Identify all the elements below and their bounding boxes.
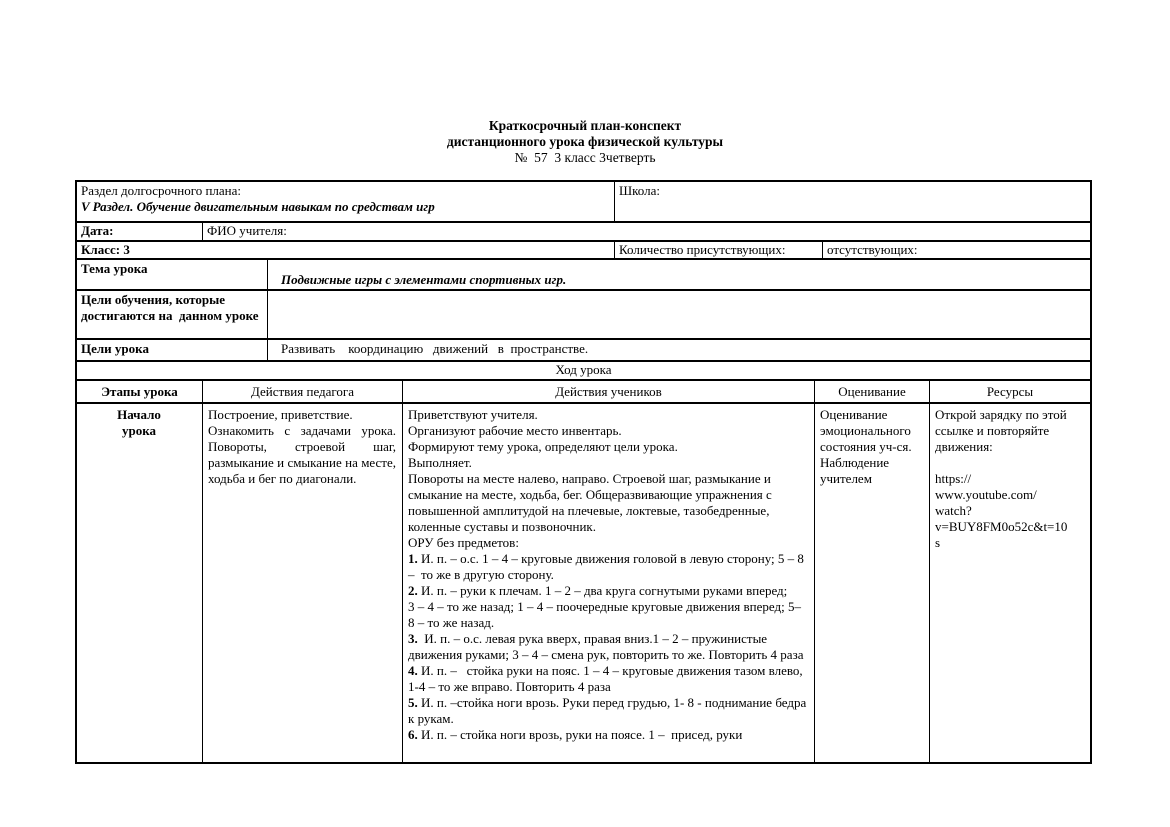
stage-line-2: урока	[121, 423, 157, 438]
assessment-text: Оценивание эмоционального состояния уч-ся. Наблюдение учителем	[820, 407, 912, 486]
row-lesson-content	[75, 404, 1092, 764]
student-action-line: 4. И. п. – стойка руки на пояс. 1 – 4 – круговые движения тазом влево, 1-4 – то же вправо. Повторить 4 раза	[408, 663, 806, 694]
document-title	[0, 118, 1170, 166]
resource-url-line: watch?	[935, 503, 972, 518]
title-line-1: Краткосрочный план-конспект	[488, 118, 682, 133]
teacher-actions-p1: Построение, приветствие.	[208, 407, 353, 422]
resource-url-line: s	[935, 535, 941, 550]
col-header-student-actions: Действия учеников	[403, 381, 815, 404]
class-cell: Класс: 3	[75, 242, 615, 260]
col-header-stages: Этапы урока	[75, 381, 203, 404]
resources-intro: Открой зарядку по этой ссылке и повторяйте движения:	[935, 407, 1067, 454]
title-line-2: дистанционного урока физической культуры	[446, 134, 724, 149]
student-action-line: Выполняет.	[408, 455, 472, 470]
student-action-line: Повороты на месте налево, направо. Строевой шаг, размыкание и смыкание на месте, ходьба, бег. Общеразвивающие упражнения с повышенной амплитудой на плечевые, локтевые, тазобедренные, коленные суставы и позвоночник.	[408, 471, 776, 534]
goals-value-cell: Развивать координацию движений в пространстве.	[268, 340, 1092, 362]
row-objectives	[75, 291, 1092, 340]
resource-url-line: https://	[935, 471, 972, 486]
objectives-label-cell: Цели обучения, которые достигаются на данном уроке	[75, 291, 268, 340]
col-header-assessment: Оценивание	[815, 381, 930, 404]
teacher-name-cell: ФИО учителя:	[203, 223, 1092, 242]
row-plan-school	[75, 180, 1092, 223]
plan-section-cell	[75, 180, 615, 223]
objectives-value-cell	[268, 291, 1092, 340]
topic-value: Подвижные игры с элементами спортивных игр.	[281, 272, 567, 287]
present-count-cell: Количество присутствующих:	[615, 242, 823, 260]
student-action-line: 3. И. п. – о.с. левая рука вверх, правая вниз.1 – 2 – пружинистые движения руками; 3 – 4 – смена рук, повторить то же. Повторить 4 раза	[408, 631, 804, 662]
assessment-cell	[815, 404, 930, 764]
row-column-headers	[75, 381, 1092, 404]
resource-url	[935, 471, 1084, 551]
topic-value-cell	[268, 260, 1092, 291]
col-header-teacher-actions: Действия педагога	[203, 381, 403, 404]
student-action-line: 6. И. п. – стойка ноги врозь, руки на поясе. 1 – присед, руки	[408, 727, 743, 742]
student-actions-cell	[403, 404, 815, 764]
goals-label-cell: Цели урока	[75, 340, 268, 362]
student-action-line: ОРУ без предметов:	[408, 535, 519, 550]
plan-section-value: V Раздел. Обучение двигательным навыкам по средствам игр	[81, 199, 435, 214]
stage-cell	[75, 404, 203, 764]
school-cell: Школа:	[615, 180, 1092, 223]
teacher-actions-cell	[203, 404, 403, 764]
row-topic	[75, 260, 1092, 291]
student-action-line: Формируют тему урока, определяют цели урока.	[408, 439, 678, 454]
student-action-line: 2. И. п. – руки к плечам. 1 – 2 – два круга согнутыми руками вперед; 3 – 4 – то же назад; 1 – 4 – поочередные круговые движения вперед; 5– 8 – то же назад.	[408, 583, 805, 630]
student-actions	[408, 407, 814, 743]
topic-label-cell: Тема урока	[75, 260, 268, 291]
absent-count-cell: отсутствующих:	[823, 242, 1092, 260]
student-action-line: 5. И. п. –стойка ноги врозь. Руки перед грудью, 1- 8 - поднимание бедра к рукам.	[408, 695, 810, 726]
lesson-plan-table	[75, 180, 1092, 764]
course-section-title: Ход урока	[75, 362, 1092, 381]
row-goals	[75, 340, 1092, 362]
stage-line-1: Начало	[117, 407, 161, 422]
teacher-actions-p2: Ознакомить с задачами урока. Повороты, строевой шаг, размыкание и смыкание на месте, ходьба и бег по диагонали.	[208, 423, 396, 486]
row-class-attendance	[75, 242, 1092, 260]
resources-cell	[930, 404, 1092, 764]
row-course-header	[75, 362, 1092, 381]
col-header-resources: Ресурсы	[930, 381, 1092, 404]
resource-url-line: v=BUY8FM0o52c&t=10	[935, 519, 1068, 534]
student-action-line: Приветствуют учителя.	[408, 407, 538, 422]
title-line-3: № 57 3 класс 3четверть	[514, 150, 656, 165]
student-action-line: Организуют рабочие место инвентарь.	[408, 423, 622, 438]
row-date-teacher	[75, 223, 1092, 242]
student-action-line: 1. И. п. – о.с. 1 – 4 – круговые движения головой в левую сторону; 5 – 8 – то же в другую сторону.	[408, 551, 814, 582]
plan-section-label: Раздел долгосрочного плана:	[81, 183, 242, 198]
resource-url-line: www.youtube.com/	[935, 487, 1037, 502]
date-cell: Дата:	[75, 223, 203, 242]
